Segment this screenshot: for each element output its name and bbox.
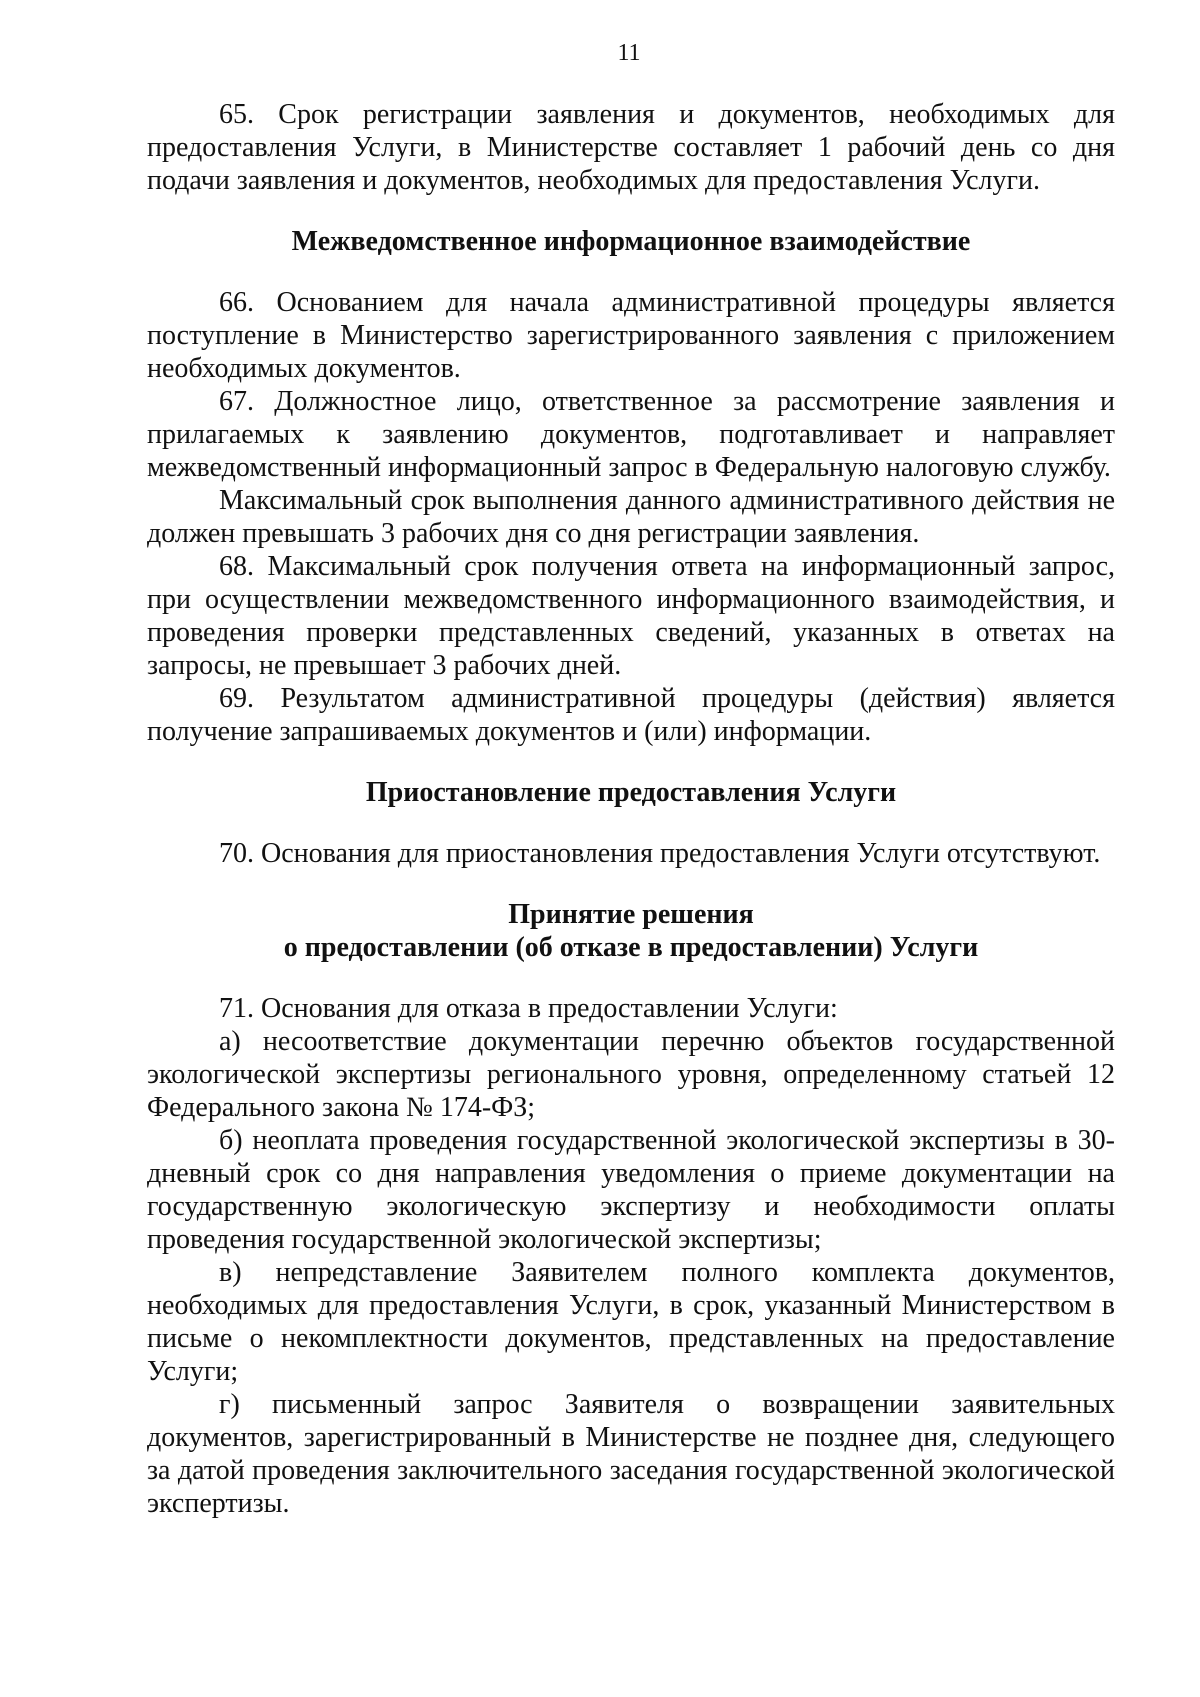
page-number: 11 <box>617 40 641 66</box>
paragraph-71-a: а) несоответствие документации перечню объектов государственной экологической экспертизы регионального уровня, определенному статьей 12 Федерального закона № 174-ФЗ; <box>147 1026 1115 1123</box>
paragraph-71: 71. Основания для отказа в предоставлении Услуги: <box>219 993 838 1024</box>
paragraph-71-g: г) письменный запрос Заявителя о возвращении заявительных документов, зарегистрированный в Министерстве не позднее дня, следующего за датой проведения заключительного заседания государственной экологической экспертизы. <box>147 1389 1115 1519</box>
section-heading-suspension: Приостановление предоставления Услуги <box>365 777 897 808</box>
section-heading-decision-line2: о предоставлении (об отказе в предоставлении) Услуги <box>283 932 979 963</box>
paragraph-66: 66. Основанием для начала административной процедуры является поступление в Министерство зарегистрированного заявления с приложением необходимых документов. <box>147 287 1115 384</box>
section-heading-interagency: Межведомственное информационное взаимодействие <box>291 226 971 257</box>
paragraph-67: 67. Должностное лицо, ответственное за рассмотрение заявления и прилагаемых к заявлению документов, подготавливает и направляет межведомственный информационный запрос в Федеральную налоговую службу. <box>147 386 1115 483</box>
document-body <box>147 98 1115 1520</box>
paragraph-70: 70. Основания для приостановления предоставления Услуги отсутствуют. <box>219 838 1101 869</box>
paragraph-69: 69. Результатом административной процедуры (действия) является получение запрашиваемых документов и (или) информации. <box>147 683 1115 747</box>
paragraph-67-max-term: Максимальный срок выполнения данного административного действия не должен превышать 3 рабочих дня со дня регистрации заявления. <box>147 485 1115 549</box>
section-heading-decision-line1: Принятие решения <box>508 899 754 930</box>
paragraph-71-v: в) непредставление Заявителем полного комплекта документов, необходимых для предоставления Услуги, в срок, указанный Министерством в письме о некомплектности документов, представленных на предоставление Услуги; <box>147 1257 1115 1387</box>
paragraph-71-b: б) неоплата проведения государственной экологической экспертизы в 30-дневный срок со дня направления уведомления о приеме документации на государственную экологическую экспертизу и необходимости оплаты проведения государственной экологической экспертизы; <box>147 1125 1115 1255</box>
paragraph-65: 65. Срок регистрации заявления и документов, необходимых для предоставления Услуги, в Министерстве составляет 1 рабочий день со дня подачи заявления и документов, необходимых для предоставления Услуги. <box>147 99 1115 196</box>
paragraph-68: 68. Максимальный срок получения ответа на информационный запрос, при осуществлении межведомственного информационного взаимодействия, и проведения проверки представленных сведений, указанных в ответах на запросы, не превышает 3 рабочих дней. <box>147 551 1115 681</box>
